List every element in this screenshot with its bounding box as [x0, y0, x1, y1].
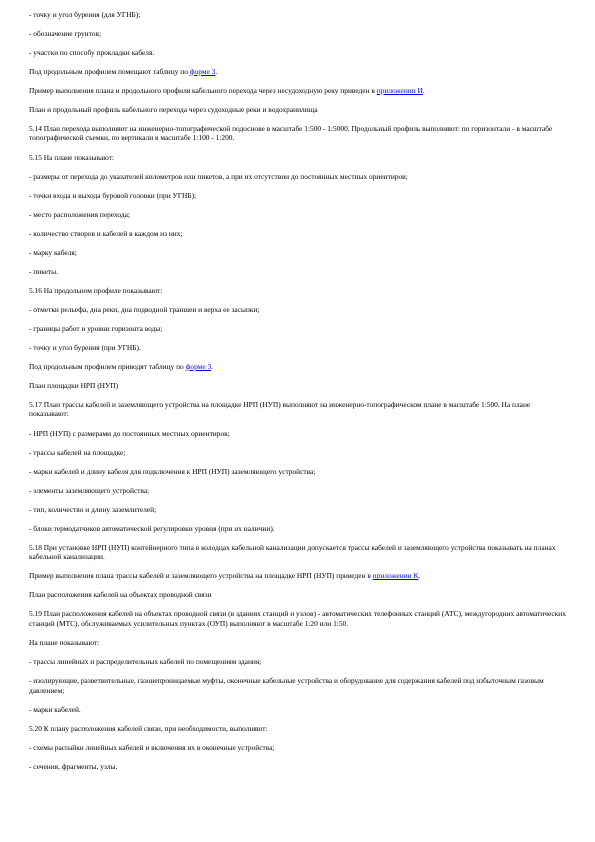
list-item: - схемы распайки линейных кабелей и включения их в оконечные устройства; [29, 743, 275, 753]
paragraph-with-link [29, 362, 569, 371]
paragraph: 5.20 К плану расположения кабелей связи, при необходимости, выполняют: [29, 724, 268, 734]
paragraph-with-link [29, 86, 569, 95]
paragraph-text: . [422, 86, 425, 95]
paragraph-with-link [29, 67, 569, 76]
section-heading: План расположения кабелей на объектах проводной связи [29, 590, 212, 600]
form-3-link[interactable]: форме 3 [189, 67, 216, 76]
list-item: - изолирующие, разветвительные, газонепроницаемые муфты, оконечные кабельные устройства и оборудование для содержания кабелей под избыточным газовым давлением; [29, 676, 544, 695]
paragraph-text: . [418, 571, 421, 581]
list-item: - границы работ и уровни горизонта воды; [29, 323, 163, 333]
paragraph: 5.19 План расположения кабелей на объектах проводной связи (в зданиях станций и узлов) - автоматических телефонных станций (АТС), междугородних автоматических станций (МТС), обслуживаемых усилительных пунктах (ОУП) выполняют в масштабе 1:20 или 1:50. [29, 609, 566, 628]
paragraph-with-link [29, 571, 569, 580]
paragraph: 5.17 План трассы кабелей и заземляющего устройства на площадке НРП (НУП) выполняют на инженерно-топографическом плане в масштабе 1:500. На плане показывают: [29, 399, 531, 419]
list-item: - точки входа и выхода буровой головки (при УГНБ); [29, 190, 197, 200]
paragraph-text: Пример выполнения плана трассы кабелей и заземляющего устройства на площадке НРП (НУП) приведен в [29, 571, 373, 581]
list-item: - пикеты. [29, 266, 58, 276]
list-item: - трассы кабелей на площадке; [29, 447, 126, 457]
paragraph-text: . [211, 361, 214, 371]
list-item: - обозначение грунтов; [29, 29, 102, 38]
list-item: - количество створов и кабелей в каждом из них; [29, 228, 183, 238]
paragraph: 5.18 При установке НРП (НУП) контейнерного типа в колодцах кабельной канализации допускается трассы кабелей и заземляющего устройства показывать на планах кабельной канализации. [29, 542, 556, 562]
list-item: - отметки рельефа, дна реки, дна подводной траншеи и верха ее засыпки; [29, 304, 260, 314]
paragraph-text: Под продольным профилем приводят таблицу по [29, 361, 186, 371]
form-3-link[interactable]: форме 3 [185, 361, 212, 371]
list-item: - трассы линейных и распределительных кабелей по помещениям здания; [29, 657, 262, 667]
paragraph-text: . [215, 67, 218, 76]
list-item: - участки по способу прокладки кабеля. [29, 48, 155, 57]
list-item: - точку и угол бурения (при УГНБ). [29, 342, 141, 352]
paragraph-text: Под продольным профилем помещают таблицу по [29, 67, 190, 76]
section-heading: План площадки НРП (НУП) [29, 380, 119, 390]
list-item: - точку и угол бурения (для УГНБ); [29, 10, 141, 19]
list-item: - марку кабеля; [29, 247, 77, 257]
list-item: - марки кабелей и длину кабеля для подключения к НРП (НУП) заземляющего устройства; [29, 466, 316, 476]
paragraph: 5.15 На плане показывают: [29, 152, 114, 162]
appendix-k-link[interactable]: приложении К [372, 571, 419, 581]
list-item: - НРП (НУП) с размерами до постоянных местных ориентиров; [29, 428, 230, 438]
list-item: - блоки термодатчиков автоматической регулировки уровня (при их наличии). [29, 523, 275, 533]
list-item: - место расположения перехода; [29, 209, 130, 219]
paragraph: 5.16 На продольном профиле показывают: [29, 285, 163, 295]
list-item: - сечения, фрагменты, узлы. [29, 762, 118, 772]
paragraph: На плане показывают: [29, 638, 100, 648]
paragraph: 5.14 План перехода выполняют на инженерно-топографической подоснове в масштабе 1:500 - 1:5000. Продольный профиль выполняют: по горизонтали - в масштабе топографической съемки, по вертикали в масштабе 1:100 - 1:200. [29, 124, 553, 143]
list-item: - марки кабелей. [29, 705, 81, 715]
section-heading: План и продольный профиль кабельного перехода через судоходные реки и водохранилища [29, 105, 318, 114]
list-item: - тип, количество и длину заземлителей; [29, 504, 157, 514]
appendix-i-link[interactable]: приложении И [376, 86, 423, 95]
paragraph-text: Пример выполнения плана и продольного профиля кабельного перехода через несудоходную реку приведен в [29, 86, 377, 95]
list-item: - размеры от перехода до указателей километров или пикетов, а при их отсутствии до постоянных местных ориентиров; [29, 171, 408, 181]
list-item: - элементы заземляющего устройства; [29, 485, 150, 495]
document-page [29, 10, 569, 781]
